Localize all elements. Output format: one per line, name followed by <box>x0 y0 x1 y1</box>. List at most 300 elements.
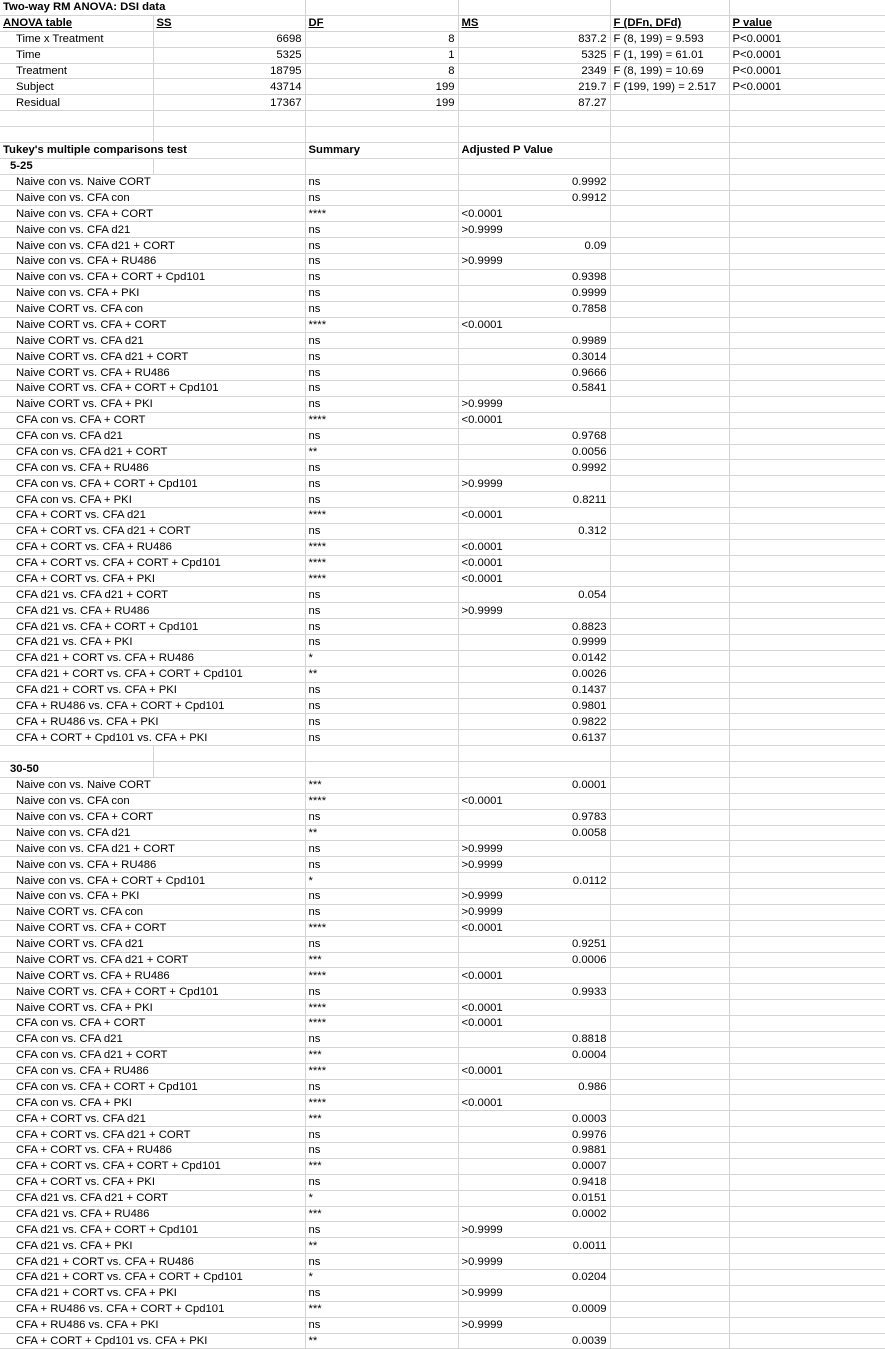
p-value-cell[interactable]: <0.0001 <box>458 1063 610 1079</box>
sheet-cell[interactable] <box>729 428 885 444</box>
sheet-cell[interactable] <box>610 619 729 635</box>
sheet-title[interactable]: Two-way RM ANOVA: DSI data <box>0 0 305 15</box>
p-value-cell[interactable]: 0.9881 <box>458 1143 610 1159</box>
comparison-cell[interactable]: CFA + CORT + Cpd101 vs. CFA + PKI <box>0 1333 305 1349</box>
p-value-cell[interactable]: 0.0204 <box>458 1270 610 1286</box>
sheet-cell[interactable] <box>153 746 305 762</box>
comparison-cell[interactable]: CFA d21 + CORT vs. CFA + PKI <box>0 682 305 698</box>
summary-cell[interactable]: ns <box>305 381 458 397</box>
p-value-cell[interactable]: 0.6137 <box>458 730 610 746</box>
summary-cell[interactable]: ns <box>305 682 458 698</box>
anova-cell[interactable]: 5325 <box>153 47 305 63</box>
sheet-cell[interactable] <box>610 904 729 920</box>
summary-cell[interactable]: *** <box>305 1047 458 1063</box>
sheet-cell[interactable] <box>729 333 885 349</box>
comparison-cell[interactable]: CFA + RU486 vs. CFA + CORT + Cpd101 <box>0 1301 305 1317</box>
sheet-cell[interactable] <box>729 1270 885 1286</box>
comparison-cell[interactable]: CFA con vs. CFA + PKI <box>0 492 305 508</box>
p-value-cell[interactable]: >0.9999 <box>458 1254 610 1270</box>
comparison-cell[interactable]: Naive con vs. CFA + RU486 <box>0 254 305 270</box>
anova-header-cell[interactable]: ANOVA table <box>0 15 153 31</box>
comparison-cell[interactable]: CFA d21 + CORT vs. CFA + RU486 <box>0 650 305 666</box>
sheet-cell[interactable] <box>729 1016 885 1032</box>
p-value-cell[interactable]: 0.9398 <box>458 269 610 285</box>
comparison-cell[interactable]: CFA + RU486 vs. CFA + PKI <box>0 1317 305 1333</box>
sheet-cell[interactable] <box>729 349 885 365</box>
p-value-cell[interactable]: 0.3014 <box>458 349 610 365</box>
sheet-cell[interactable] <box>610 666 729 682</box>
sheet-cell[interactable] <box>729 1063 885 1079</box>
anova-cell[interactable]: 2349 <box>458 63 610 79</box>
sheet-cell[interactable] <box>305 746 458 762</box>
sheet-cell[interactable] <box>305 762 458 778</box>
comparison-cell[interactable]: CFA + CORT vs. CFA d21 + CORT <box>0 1127 305 1143</box>
sheet-cell[interactable] <box>610 777 729 793</box>
sheet-cell[interactable] <box>729 508 885 524</box>
comparison-cell[interactable]: CFA con vs. CFA + CORT <box>0 412 305 428</box>
p-value-cell[interactable]: >0.9999 <box>458 396 610 412</box>
sheet-cell[interactable] <box>610 142 729 158</box>
sheet-cell[interactable] <box>729 968 885 984</box>
tukey-header-cell[interactable]: Tukey's multiple comparisons test <box>0 142 305 158</box>
comparison-cell[interactable]: CFA + CORT vs. CFA d21 <box>0 508 305 524</box>
summary-cell[interactable]: ns <box>305 1079 458 1095</box>
p-value-cell[interactable]: >0.9999 <box>458 1317 610 1333</box>
summary-cell[interactable]: ns <box>305 190 458 206</box>
p-value-cell[interactable]: <0.0001 <box>458 793 610 809</box>
p-value-cell[interactable]: <0.0001 <box>458 508 610 524</box>
sheet-cell[interactable] <box>153 158 305 174</box>
p-value-cell[interactable]: 0.0011 <box>458 1238 610 1254</box>
anova-header-cell[interactable]: SS <box>153 15 305 31</box>
sheet-cell[interactable] <box>729 1285 885 1301</box>
sheet-cell[interactable] <box>610 857 729 873</box>
summary-cell[interactable]: *** <box>305 1206 458 1222</box>
comparison-cell[interactable]: CFA + CORT vs. CFA + PKI <box>0 1174 305 1190</box>
sheet-cell[interactable] <box>610 317 729 333</box>
sheet-cell[interactable] <box>458 0 610 15</box>
summary-cell[interactable]: ns <box>305 523 458 539</box>
sheet-cell[interactable] <box>610 1063 729 1079</box>
comparison-cell[interactable]: Naive con vs. CFA + PKI <box>0 889 305 905</box>
group-label[interactable]: 30-50 <box>0 762 153 778</box>
p-value-cell[interactable]: 0.0002 <box>458 1206 610 1222</box>
comparison-cell[interactable]: CFA + RU486 vs. CFA + CORT + Cpd101 <box>0 698 305 714</box>
sheet-cell[interactable] <box>458 111 610 127</box>
comparison-cell[interactable]: CFA d21 + CORT vs. CFA + RU486 <box>0 1254 305 1270</box>
p-value-cell[interactable]: >0.9999 <box>458 254 610 270</box>
p-value-cell[interactable]: >0.9999 <box>458 889 610 905</box>
sheet-cell[interactable] <box>729 698 885 714</box>
sheet-cell[interactable] <box>0 746 153 762</box>
sheet-cell[interactable] <box>729 809 885 825</box>
sheet-cell[interactable] <box>610 762 729 778</box>
summary-cell[interactable]: * <box>305 650 458 666</box>
summary-cell[interactable]: *** <box>305 1111 458 1127</box>
comparison-cell[interactable]: Naive CORT vs. CFA d21 + CORT <box>0 952 305 968</box>
sheet-cell[interactable] <box>610 920 729 936</box>
summary-cell[interactable]: ns <box>305 698 458 714</box>
summary-cell[interactable]: **** <box>305 1063 458 1079</box>
summary-cell[interactable]: **** <box>305 571 458 587</box>
summary-cell[interactable]: ns <box>305 714 458 730</box>
sheet-cell[interactable] <box>729 857 885 873</box>
anova-cell[interactable] <box>610 95 729 111</box>
sheet-cell[interactable] <box>610 889 729 905</box>
sheet-cell[interactable] <box>610 682 729 698</box>
sheet-cell[interactable] <box>610 412 729 428</box>
sheet-cell[interactable] <box>729 1190 885 1206</box>
anova-cell[interactable]: 87.27 <box>458 95 610 111</box>
sheet-cell[interactable] <box>729 1095 885 1111</box>
sheet-cell[interactable] <box>610 936 729 952</box>
comparison-cell[interactable]: Naive CORT vs. CFA + RU486 <box>0 968 305 984</box>
summary-cell[interactable]: ns <box>305 936 458 952</box>
sheet-cell[interactable] <box>729 650 885 666</box>
anova-header-cell[interactable]: DF <box>305 15 458 31</box>
comparison-cell[interactable]: Naive con vs. CFA d21 <box>0 222 305 238</box>
sheet-cell[interactable] <box>729 476 885 492</box>
comparison-cell[interactable]: CFA d21 vs. CFA d21 + CORT <box>0 587 305 603</box>
summary-cell[interactable]: ns <box>305 1127 458 1143</box>
sheet-cell[interactable] <box>153 127 305 143</box>
summary-cell[interactable]: **** <box>305 793 458 809</box>
summary-cell[interactable]: ns <box>305 365 458 381</box>
p-value-cell[interactable]: 0.8823 <box>458 619 610 635</box>
sheet-cell[interactable] <box>729 603 885 619</box>
sheet-cell[interactable] <box>610 174 729 190</box>
p-value-cell[interactable]: <0.0001 <box>458 555 610 571</box>
summary-cell[interactable]: ns <box>305 460 458 476</box>
p-value-cell[interactable]: <0.0001 <box>458 412 610 428</box>
sheet-cell[interactable] <box>610 603 729 619</box>
summary-cell[interactable]: *** <box>305 1158 458 1174</box>
p-value-cell[interactable]: 0.9999 <box>458 285 610 301</box>
comparison-cell[interactable]: CFA con vs. CFA + CORT + Cpd101 <box>0 1079 305 1095</box>
p-value-cell[interactable]: 0.0142 <box>458 650 610 666</box>
sheet-cell[interactable] <box>729 1333 885 1349</box>
comparison-cell[interactable]: CFA con vs. CFA + RU486 <box>0 1063 305 1079</box>
sheet-cell[interactable] <box>610 238 729 254</box>
sheet-cell[interactable] <box>610 650 729 666</box>
sheet-cell[interactable] <box>729 365 885 381</box>
p-value-cell[interactable]: <0.0001 <box>458 1016 610 1032</box>
sheet-cell[interactable] <box>458 158 610 174</box>
sheet-cell[interactable] <box>458 746 610 762</box>
sheet-cell[interactable] <box>729 381 885 397</box>
sheet-cell[interactable] <box>610 301 729 317</box>
sheet-cell[interactable] <box>610 508 729 524</box>
p-value-cell[interactable]: <0.0001 <box>458 571 610 587</box>
summary-cell[interactable]: * <box>305 873 458 889</box>
p-value-cell[interactable]: 0.9912 <box>458 190 610 206</box>
anova-cell[interactable]: 837.2 <box>458 31 610 47</box>
sheet-cell[interactable] <box>729 1047 885 1063</box>
sheet-cell[interactable] <box>610 460 729 476</box>
summary-cell[interactable]: ns <box>305 1285 458 1301</box>
comparison-cell[interactable]: CFA con vs. CFA + CORT + Cpd101 <box>0 476 305 492</box>
p-value-cell[interactable]: 0.9801 <box>458 698 610 714</box>
p-value-cell[interactable]: >0.9999 <box>458 1222 610 1238</box>
comparison-cell[interactable]: Naive CORT vs. CFA d21 <box>0 333 305 349</box>
sheet-cell[interactable] <box>610 0 729 15</box>
anova-cell[interactable]: P<0.0001 <box>729 47 885 63</box>
sheet-cell[interactable] <box>610 523 729 539</box>
summary-cell[interactable]: ns <box>305 857 458 873</box>
sheet-cell[interactable] <box>729 555 885 571</box>
p-value-cell[interactable]: >0.9999 <box>458 603 610 619</box>
sheet-cell[interactable] <box>0 111 153 127</box>
comparison-cell[interactable]: Naive CORT vs. CFA d21 + CORT <box>0 349 305 365</box>
sheet-cell[interactable] <box>729 158 885 174</box>
p-value-cell[interactable]: >0.9999 <box>458 476 610 492</box>
sheet-cell[interactable] <box>305 111 458 127</box>
summary-cell[interactable]: **** <box>305 539 458 555</box>
sheet-cell[interactable] <box>0 127 153 143</box>
anova-cell[interactable]: Subject <box>0 79 153 95</box>
summary-cell[interactable]: ns <box>305 984 458 1000</box>
sheet-cell[interactable] <box>610 428 729 444</box>
sheet-cell[interactable] <box>610 254 729 270</box>
sheet-cell[interactable] <box>729 317 885 333</box>
sheet-cell[interactable] <box>729 1206 885 1222</box>
p-value-cell[interactable]: <0.0001 <box>458 317 610 333</box>
anova-cell[interactable]: 17367 <box>153 95 305 111</box>
comparison-cell[interactable]: CFA + CORT vs. CFA + CORT + Cpd101 <box>0 1158 305 1174</box>
anova-cell[interactable]: F (8, 199) = 9.593 <box>610 31 729 47</box>
sheet-cell[interactable] <box>729 777 885 793</box>
summary-cell[interactable]: * <box>305 1190 458 1206</box>
sheet-cell[interactable] <box>729 269 885 285</box>
summary-cell[interactable]: ns <box>305 635 458 651</box>
summary-cell[interactable]: ** <box>305 825 458 841</box>
sheet-cell[interactable] <box>305 127 458 143</box>
comparison-cell[interactable]: Naive CORT vs. CFA + CORT <box>0 920 305 936</box>
sheet-cell[interactable] <box>610 190 729 206</box>
sheet-cell[interactable] <box>153 762 305 778</box>
p-value-cell[interactable]: 0.0058 <box>458 825 610 841</box>
summary-cell[interactable]: ns <box>305 349 458 365</box>
anova-header-cell[interactable]: MS <box>458 15 610 31</box>
sheet-cell[interactable] <box>729 254 885 270</box>
sheet-cell[interactable] <box>610 1285 729 1301</box>
sheet-cell[interactable] <box>729 952 885 968</box>
p-value-cell[interactable]: >0.9999 <box>458 904 610 920</box>
anova-cell[interactable]: 8 <box>305 63 458 79</box>
summary-cell[interactable]: **** <box>305 1000 458 1016</box>
comparison-cell[interactable]: Naive con vs. CFA + CORT + Cpd101 <box>0 269 305 285</box>
sheet-cell[interactable] <box>610 809 729 825</box>
sheet-cell[interactable] <box>729 0 885 15</box>
anova-cell[interactable]: 199 <box>305 95 458 111</box>
p-value-cell[interactable]: 0.0001 <box>458 777 610 793</box>
comparison-cell[interactable]: CFA con vs. CFA + CORT <box>0 1016 305 1032</box>
summary-cell[interactable]: **** <box>305 317 458 333</box>
sheet-cell[interactable] <box>610 333 729 349</box>
sheet-cell[interactable] <box>610 984 729 1000</box>
summary-cell[interactable]: ** <box>305 1238 458 1254</box>
comparison-cell[interactable]: CFA + CORT vs. CFA + RU486 <box>0 539 305 555</box>
summary-cell[interactable]: * <box>305 1270 458 1286</box>
sheet-cell[interactable] <box>729 301 885 317</box>
summary-cell[interactable]: *** <box>305 777 458 793</box>
sheet-cell[interactable] <box>729 285 885 301</box>
summary-cell[interactable]: ns <box>305 269 458 285</box>
sheet-cell[interactable] <box>610 555 729 571</box>
sheet-cell[interactable] <box>610 1158 729 1174</box>
comparison-cell[interactable]: Naive con vs. CFA d21 + CORT <box>0 238 305 254</box>
p-value-cell[interactable]: <0.0001 <box>458 968 610 984</box>
sheet-cell[interactable] <box>729 873 885 889</box>
sheet-cell[interactable] <box>729 1127 885 1143</box>
sheet-cell[interactable] <box>729 635 885 651</box>
sheet-cell[interactable] <box>729 714 885 730</box>
summary-cell[interactable]: ns <box>305 730 458 746</box>
comparison-cell[interactable]: Naive con vs. CFA + RU486 <box>0 857 305 873</box>
summary-cell[interactable]: ns <box>305 889 458 905</box>
summary-cell[interactable]: **** <box>305 206 458 222</box>
sheet-cell[interactable] <box>610 1238 729 1254</box>
summary-cell[interactable]: ns <box>305 333 458 349</box>
sheet-cell[interactable] <box>729 1000 885 1016</box>
sheet-cell[interactable] <box>610 1222 729 1238</box>
p-value-cell[interactable]: 0.09 <box>458 238 610 254</box>
sheet-cell[interactable] <box>729 1158 885 1174</box>
sheet-cell[interactable] <box>610 746 729 762</box>
comparison-cell[interactable]: CFA + CORT vs. CFA d21 + CORT <box>0 523 305 539</box>
sheet-cell[interactable] <box>610 1111 729 1127</box>
anova-cell[interactable]: 5325 <box>458 47 610 63</box>
summary-cell[interactable]: ns <box>305 1031 458 1047</box>
comparison-cell[interactable]: Naive CORT vs. CFA con <box>0 301 305 317</box>
p-value-cell[interactable]: 0.0151 <box>458 1190 610 1206</box>
summary-cell[interactable]: *** <box>305 952 458 968</box>
tukey-header-cell[interactable]: Summary <box>305 142 458 158</box>
p-value-cell[interactable]: >0.9999 <box>458 222 610 238</box>
anova-cell[interactable]: Residual <box>0 95 153 111</box>
sheet-cell[interactable] <box>610 1127 729 1143</box>
anova-cell[interactable]: 219.7 <box>458 79 610 95</box>
comparison-cell[interactable]: CFA con vs. CFA + RU486 <box>0 460 305 476</box>
comparison-cell[interactable]: Naive con vs. CFA con <box>0 190 305 206</box>
summary-cell[interactable]: ns <box>305 238 458 254</box>
sheet-cell[interactable] <box>729 142 885 158</box>
comparison-cell[interactable]: CFA d21 vs. CFA + RU486 <box>0 603 305 619</box>
p-value-cell[interactable]: <0.0001 <box>458 539 610 555</box>
p-value-cell[interactable]: <0.0001 <box>458 206 610 222</box>
comparison-cell[interactable]: CFA + CORT vs. CFA + RU486 <box>0 1143 305 1159</box>
p-value-cell[interactable]: 0.312 <box>458 523 610 539</box>
sheet-cell[interactable] <box>729 746 885 762</box>
comparison-cell[interactable]: Naive CORT vs. CFA + CORT <box>0 317 305 333</box>
sheet-cell[interactable] <box>610 396 729 412</box>
sheet-cell[interactable] <box>729 1111 885 1127</box>
comparison-cell[interactable]: CFA + CORT + Cpd101 vs. CFA + PKI <box>0 730 305 746</box>
sheet-cell[interactable] <box>729 1301 885 1317</box>
sheet-cell[interactable] <box>610 285 729 301</box>
summary-cell[interactable]: **** <box>305 412 458 428</box>
comparison-cell[interactable]: Naive con vs. CFA d21 <box>0 825 305 841</box>
p-value-cell[interactable]: 0.8818 <box>458 1031 610 1047</box>
summary-cell[interactable]: ns <box>305 1143 458 1159</box>
p-value-cell[interactable]: 0.7858 <box>458 301 610 317</box>
comparison-cell[interactable]: CFA + CORT vs. CFA + PKI <box>0 571 305 587</box>
comparison-cell[interactable]: CFA con vs. CFA d21 + CORT <box>0 444 305 460</box>
p-value-cell[interactable]: 0.0056 <box>458 444 610 460</box>
anova-cell[interactable]: 8 <box>305 31 458 47</box>
comparison-cell[interactable]: CFA d21 vs. CFA + RU486 <box>0 1206 305 1222</box>
summary-cell[interactable]: **** <box>305 1016 458 1032</box>
sheet-cell[interactable] <box>610 968 729 984</box>
comparison-cell[interactable]: Naive con vs. CFA + CORT + Cpd101 <box>0 873 305 889</box>
sheet-cell[interactable] <box>610 492 729 508</box>
p-value-cell[interactable]: 0.0006 <box>458 952 610 968</box>
comparison-cell[interactable]: Naive CORT vs. CFA + CORT + Cpd101 <box>0 381 305 397</box>
sheet-cell[interactable] <box>610 635 729 651</box>
sheet-cell[interactable] <box>610 571 729 587</box>
anova-cell[interactable]: Time x Treatment <box>0 31 153 47</box>
sheet-cell[interactable] <box>610 1143 729 1159</box>
p-value-cell[interactable]: <0.0001 <box>458 1000 610 1016</box>
sheet-cell[interactable] <box>610 1079 729 1095</box>
comparison-cell[interactable]: CFA d21 + CORT vs. CFA + CORT + Cpd101 <box>0 666 305 682</box>
p-value-cell[interactable]: 0.0112 <box>458 873 610 889</box>
sheet-cell[interactable] <box>305 0 458 15</box>
sheet-cell[interactable] <box>610 793 729 809</box>
sheet-cell[interactable] <box>729 1079 885 1095</box>
p-value-cell[interactable]: 0.9666 <box>458 365 610 381</box>
comparison-cell[interactable]: Naive CORT vs. CFA + PKI <box>0 1000 305 1016</box>
comparison-cell[interactable]: Naive CORT vs. CFA con <box>0 904 305 920</box>
anova-header-cell[interactable]: F (DFn, DFd) <box>610 15 729 31</box>
sheet-cell[interactable] <box>729 841 885 857</box>
sheet-cell[interactable] <box>610 111 729 127</box>
sheet-cell[interactable] <box>729 1254 885 1270</box>
sheet-cell[interactable] <box>729 1174 885 1190</box>
comparison-cell[interactable]: CFA d21 vs. CFA d21 + CORT <box>0 1190 305 1206</box>
sheet-cell[interactable] <box>729 619 885 635</box>
comparison-cell[interactable]: Naive con vs. Naive CORT <box>0 777 305 793</box>
anova-cell[interactable]: Treatment <box>0 63 153 79</box>
sheet-cell[interactable] <box>610 714 729 730</box>
sheet-cell[interactable] <box>610 1095 729 1111</box>
summary-cell[interactable]: ns <box>305 619 458 635</box>
p-value-cell[interactable]: 0.9976 <box>458 1127 610 1143</box>
comparison-cell[interactable]: CFA con vs. CFA + PKI <box>0 1095 305 1111</box>
sheet-cell[interactable] <box>729 571 885 587</box>
sheet-cell[interactable] <box>729 666 885 682</box>
summary-cell[interactable]: **** <box>305 508 458 524</box>
sheet-cell[interactable] <box>610 381 729 397</box>
anova-cell[interactable]: P<0.0001 <box>729 31 885 47</box>
sheet-cell[interactable] <box>729 396 885 412</box>
p-value-cell[interactable]: 0.9783 <box>458 809 610 825</box>
p-value-cell[interactable]: 0.9992 <box>458 174 610 190</box>
comparison-cell[interactable]: CFA d21 vs. CFA + CORT + Cpd101 <box>0 1222 305 1238</box>
p-value-cell[interactable]: 0.9768 <box>458 428 610 444</box>
comparison-cell[interactable]: Naive CORT vs. CFA + CORT + Cpd101 <box>0 984 305 1000</box>
sheet-cell[interactable] <box>729 1238 885 1254</box>
comparison-cell[interactable]: Naive CORT vs. CFA + RU486 <box>0 365 305 381</box>
p-value-cell[interactable]: <0.0001 <box>458 920 610 936</box>
sheet-cell[interactable] <box>610 1206 729 1222</box>
sheet-cell[interactable] <box>729 444 885 460</box>
summary-cell[interactable]: **** <box>305 920 458 936</box>
comparison-cell[interactable]: Naive con vs. CFA + CORT <box>0 809 305 825</box>
summary-cell[interactable]: ** <box>305 666 458 682</box>
group-label[interactable]: 5-25 <box>0 158 153 174</box>
sheet-cell[interactable] <box>305 158 458 174</box>
